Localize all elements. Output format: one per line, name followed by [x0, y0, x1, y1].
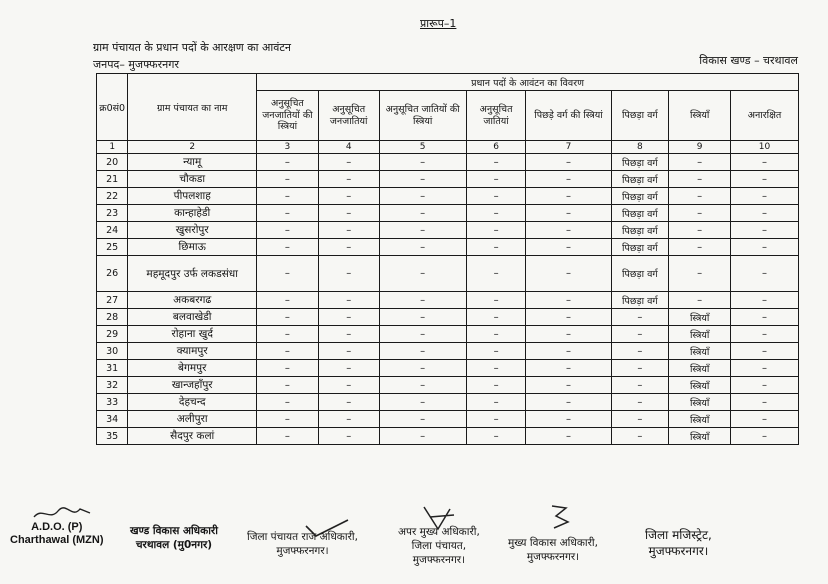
- gram-panchayat-name: बलवाखेडी: [128, 309, 257, 326]
- col-number: 10: [731, 141, 799, 154]
- table-row: [97, 205, 799, 222]
- empty-cell: –: [611, 377, 669, 394]
- signature-cdo-line2: मुजफ्फरनगर।: [526, 551, 580, 564]
- empty-cell: –: [466, 222, 526, 239]
- empty-cell: –: [526, 309, 611, 326]
- signature-dm-line1: जिला मजिस्ट्रेट,: [645, 528, 712, 542]
- row-serial: 24: [97, 222, 128, 239]
- header-col-10: अनारक्षित: [731, 91, 799, 141]
- signature-cdo-line1: मुख्य विकास अधिकारी,: [508, 537, 598, 549]
- empty-cell: –: [379, 188, 466, 205]
- reservation-cell: स्त्रियाँ: [669, 428, 731, 445]
- empty-cell: –: [611, 394, 669, 411]
- table-row: [97, 154, 799, 171]
- signature-aco-line1: अपर मुख्य अधिकारी,: [398, 526, 480, 538]
- table-row: [97, 326, 799, 343]
- signature-aco: [398, 525, 480, 568]
- row-serial: 34: [97, 411, 128, 428]
- reservation-cell: पिछड़ा वर्ग: [611, 292, 669, 309]
- empty-cell: –: [731, 411, 799, 428]
- table-row: [97, 222, 799, 239]
- empty-cell: –: [318, 377, 379, 394]
- empty-cell: –: [669, 239, 731, 256]
- empty-cell: –: [526, 343, 611, 360]
- gram-panchayat-name: क्यामपुर: [128, 343, 257, 360]
- col-number: 4: [318, 141, 379, 154]
- empty-cell: –: [466, 309, 526, 326]
- table-row: [97, 309, 799, 326]
- empty-cell: –: [466, 292, 526, 309]
- row-serial: 21: [97, 171, 128, 188]
- empty-cell: –: [526, 292, 611, 309]
- signature-aco-line3: मुजफ्फरनगर।: [412, 554, 466, 567]
- header-col-8: पिछड़ा वर्ग: [611, 91, 669, 141]
- reservation-cell: स्त्रियाँ: [669, 343, 731, 360]
- signature-bdo-line2: चरथावल (मु0नगर): [135, 539, 213, 552]
- empty-cell: –: [526, 188, 611, 205]
- empty-cell: –: [318, 222, 379, 239]
- table-row: [97, 377, 799, 394]
- empty-cell: –: [318, 154, 379, 171]
- empty-cell: –: [257, 154, 319, 171]
- empty-cell: –: [731, 377, 799, 394]
- reservation-cell: पिछड़ा वर्ग: [611, 154, 669, 171]
- row-serial: 33: [97, 394, 128, 411]
- gram-panchayat-name: खुसरोपुर: [128, 222, 257, 239]
- handwritten-signature-icon: [32, 505, 92, 523]
- row-serial: 29: [97, 326, 128, 343]
- gram-panchayat-name: कान्हाहेडी: [128, 205, 257, 222]
- signature-ado-line1: A.D.O. (P): [31, 521, 83, 533]
- empty-cell: –: [257, 326, 319, 343]
- empty-cell: –: [257, 309, 319, 326]
- empty-cell: –: [257, 171, 319, 188]
- signature-ado: [10, 521, 104, 547]
- empty-cell: –: [466, 377, 526, 394]
- empty-cell: –: [379, 377, 466, 394]
- handwritten-signature-icon: [418, 503, 458, 533]
- empty-cell: –: [731, 394, 799, 411]
- col-number: 6: [466, 141, 526, 154]
- empty-cell: –: [669, 188, 731, 205]
- row-serial: 31: [97, 360, 128, 377]
- header-col-7: पिछड़े वर्ग की स्त्रियां: [526, 91, 611, 141]
- reservation-cell: पिछड़ा वर्ग: [611, 205, 669, 222]
- empty-cell: –: [611, 360, 669, 377]
- reservation-cell: पिछड़ा वर्ग: [611, 239, 669, 256]
- empty-cell: –: [526, 154, 611, 171]
- header-col-5: अनुसूचित जातियों की स्त्रियां: [379, 91, 466, 141]
- row-serial: 35: [97, 428, 128, 445]
- empty-cell: –: [379, 394, 466, 411]
- table-row: [97, 239, 799, 256]
- empty-cell: –: [731, 428, 799, 445]
- empty-cell: –: [318, 188, 379, 205]
- table-row: [97, 360, 799, 377]
- row-serial: 27: [97, 292, 128, 309]
- empty-cell: –: [318, 360, 379, 377]
- col-number: 1: [97, 141, 128, 154]
- empty-cell: –: [318, 292, 379, 309]
- empty-cell: –: [379, 343, 466, 360]
- col-number: 2: [128, 141, 257, 154]
- row-serial: 22: [97, 188, 128, 205]
- empty-cell: –: [731, 222, 799, 239]
- empty-cell: –: [669, 256, 731, 292]
- signature-dm: [645, 527, 712, 559]
- empty-cell: –: [318, 411, 379, 428]
- row-serial: 20: [97, 154, 128, 171]
- empty-cell: –: [526, 428, 611, 445]
- empty-cell: –: [379, 171, 466, 188]
- empty-cell: –: [318, 256, 379, 292]
- empty-cell: –: [611, 428, 669, 445]
- header-serial: क्र0सं0: [97, 74, 128, 141]
- gram-panchayat-name: छिमाऊ: [128, 239, 257, 256]
- gram-panchayat-name: चौकडा: [128, 171, 257, 188]
- empty-cell: –: [257, 428, 319, 445]
- table-row: [97, 256, 799, 292]
- reservation-cell: स्त्रियाँ: [669, 394, 731, 411]
- header-name: ग्राम पंचायत का नाम: [128, 74, 257, 141]
- empty-cell: –: [526, 326, 611, 343]
- empty-cell: –: [379, 154, 466, 171]
- gram-panchayat-name: महमूदपुर उर्फ लकडसंधा: [128, 256, 257, 292]
- empty-cell: –: [526, 377, 611, 394]
- signature-dpro-line1: जिला पंचायत राज अधिकारी,: [247, 531, 358, 543]
- empty-cell: –: [466, 171, 526, 188]
- signature-dpro-line2: मुजफ्फरनगर।: [276, 545, 329, 558]
- empty-cell: –: [318, 326, 379, 343]
- reservation-cell: स्त्रियाँ: [669, 377, 731, 394]
- signature-dm-line2: मुजफ्फरनगर।: [648, 544, 709, 559]
- empty-cell: –: [526, 256, 611, 292]
- empty-cell: –: [526, 394, 611, 411]
- empty-cell: –: [526, 411, 611, 428]
- empty-cell: –: [379, 292, 466, 309]
- empty-cell: –: [731, 205, 799, 222]
- empty-cell: –: [257, 360, 319, 377]
- reservation-cell: स्त्रियाँ: [669, 360, 731, 377]
- empty-cell: –: [318, 343, 379, 360]
- empty-cell: –: [379, 256, 466, 292]
- empty-cell: –: [669, 292, 731, 309]
- empty-cell: –: [466, 326, 526, 343]
- empty-cell: –: [731, 256, 799, 292]
- gram-panchayat-name: रोहाना खुर्द: [128, 326, 257, 343]
- form-number: प्रारूप–1: [420, 17, 457, 30]
- col-number: 9: [669, 141, 731, 154]
- empty-cell: –: [466, 343, 526, 360]
- reservation-table: [96, 73, 799, 445]
- reservation-cell: पिछड़ा वर्ग: [611, 171, 669, 188]
- empty-cell: –: [731, 188, 799, 205]
- empty-cell: –: [526, 239, 611, 256]
- table-row: [97, 394, 799, 411]
- empty-cell: –: [466, 256, 526, 292]
- empty-cell: –: [731, 154, 799, 171]
- empty-cell: –: [466, 205, 526, 222]
- gram-panchayat-name: अकबरगढ: [128, 292, 257, 309]
- gram-panchayat-name: देहचन्द: [128, 394, 257, 411]
- empty-cell: –: [257, 188, 319, 205]
- empty-cell: –: [731, 171, 799, 188]
- empty-cell: –: [669, 154, 731, 171]
- empty-cell: –: [257, 239, 319, 256]
- empty-cell: –: [669, 171, 731, 188]
- empty-cell: –: [379, 309, 466, 326]
- handwritten-signature-icon: [302, 516, 352, 540]
- empty-cell: –: [669, 222, 731, 239]
- header-col-3: अनुसूचित जनजातियों की स्त्रियां: [257, 91, 319, 141]
- empty-cell: –: [669, 205, 731, 222]
- row-serial: 32: [97, 377, 128, 394]
- gram-panchayat-name: सैदपुर कलां: [128, 428, 257, 445]
- empty-cell: –: [379, 360, 466, 377]
- gram-panchayat-name: न्यामू: [128, 154, 257, 171]
- header-col-4: अनुसूचित जनजातियां: [318, 91, 379, 141]
- empty-cell: –: [466, 154, 526, 171]
- block-label: विकास खण्ड – चरथावल: [699, 54, 798, 67]
- empty-cell: –: [731, 326, 799, 343]
- empty-cell: –: [466, 428, 526, 445]
- handwritten-signature-icon: [548, 502, 572, 532]
- table-row: [97, 411, 799, 428]
- signature-ado-line2: Charthawal (MZN): [10, 534, 104, 547]
- signature-cdo: [508, 536, 598, 564]
- empty-cell: –: [466, 360, 526, 377]
- empty-cell: –: [379, 205, 466, 222]
- row-serial: 28: [97, 309, 128, 326]
- empty-cell: –: [318, 309, 379, 326]
- empty-cell: –: [379, 326, 466, 343]
- reservation-cell: पिछड़ा वर्ग: [611, 222, 669, 239]
- table-row: [97, 343, 799, 360]
- header-col-9: स्त्रियाँ: [669, 91, 731, 141]
- empty-cell: –: [257, 292, 319, 309]
- reservation-cell: पिछड़ा वर्ग: [611, 188, 669, 205]
- row-serial: 26: [97, 256, 128, 292]
- empty-cell: –: [318, 394, 379, 411]
- empty-cell: –: [257, 377, 319, 394]
- empty-cell: –: [611, 411, 669, 428]
- empty-cell: –: [466, 188, 526, 205]
- empty-cell: –: [318, 205, 379, 222]
- row-serial: 30: [97, 343, 128, 360]
- col-number: 8: [611, 141, 669, 154]
- empty-cell: –: [731, 360, 799, 377]
- table-row: [97, 292, 799, 309]
- empty-cell: –: [257, 343, 319, 360]
- empty-cell: –: [466, 411, 526, 428]
- empty-cell: –: [731, 343, 799, 360]
- header-group: प्रधान पदों के आवंटन का विवरण: [257, 74, 799, 91]
- empty-cell: –: [257, 394, 319, 411]
- empty-cell: –: [731, 239, 799, 256]
- empty-cell: –: [611, 309, 669, 326]
- empty-cell: –: [257, 411, 319, 428]
- empty-cell: –: [257, 256, 319, 292]
- empty-cell: –: [379, 411, 466, 428]
- empty-cell: –: [731, 309, 799, 326]
- col-number: 5: [379, 141, 466, 154]
- empty-cell: –: [379, 222, 466, 239]
- signature-dpro: [247, 530, 358, 558]
- empty-cell: –: [526, 360, 611, 377]
- row-serial: 25: [97, 239, 128, 256]
- reservation-cell: स्त्रियाँ: [669, 411, 731, 428]
- empty-cell: –: [379, 239, 466, 256]
- gram-panchayat-name: पीपलशाह: [128, 188, 257, 205]
- table-row: [97, 171, 799, 188]
- empty-cell: –: [379, 428, 466, 445]
- signature-bdo: [130, 524, 218, 552]
- empty-cell: –: [257, 222, 319, 239]
- reservation-cell: स्त्रियाँ: [669, 326, 731, 343]
- district-label: जनपद– मुजफ्फरनगर: [93, 58, 179, 71]
- empty-cell: –: [526, 171, 611, 188]
- empty-cell: –: [257, 205, 319, 222]
- signature-bdo-line1: खण्ड विकास अधिकारी: [130, 525, 218, 537]
- empty-cell: –: [611, 326, 669, 343]
- empty-cell: –: [318, 239, 379, 256]
- col-number: 3: [257, 141, 319, 154]
- gram-panchayat-name: अलीपुरा: [128, 411, 257, 428]
- table-row: [97, 428, 799, 445]
- reservation-cell: पिछड़ा वर्ग: [611, 256, 669, 292]
- document-title: ग्राम पंचायत के प्रधान पदों के आरक्षण का आवंटन: [93, 41, 292, 54]
- empty-cell: –: [526, 222, 611, 239]
- header-col-6: अनुसूचित जातियां: [466, 91, 526, 141]
- empty-cell: –: [611, 343, 669, 360]
- empty-cell: –: [526, 205, 611, 222]
- empty-cell: –: [318, 428, 379, 445]
- table-row: [97, 188, 799, 205]
- empty-cell: –: [466, 394, 526, 411]
- empty-cell: –: [466, 239, 526, 256]
- row-serial: 23: [97, 205, 128, 222]
- reservation-cell: स्त्रियाँ: [669, 309, 731, 326]
- signature-aco-line2: जिला पंचायत,: [411, 540, 467, 553]
- gram-panchayat-name: खान्जहाँपुर: [128, 377, 257, 394]
- col-number: 7: [526, 141, 611, 154]
- gram-panchayat-name: बेगमपुर: [128, 360, 257, 377]
- empty-cell: –: [731, 292, 799, 309]
- empty-cell: –: [318, 171, 379, 188]
